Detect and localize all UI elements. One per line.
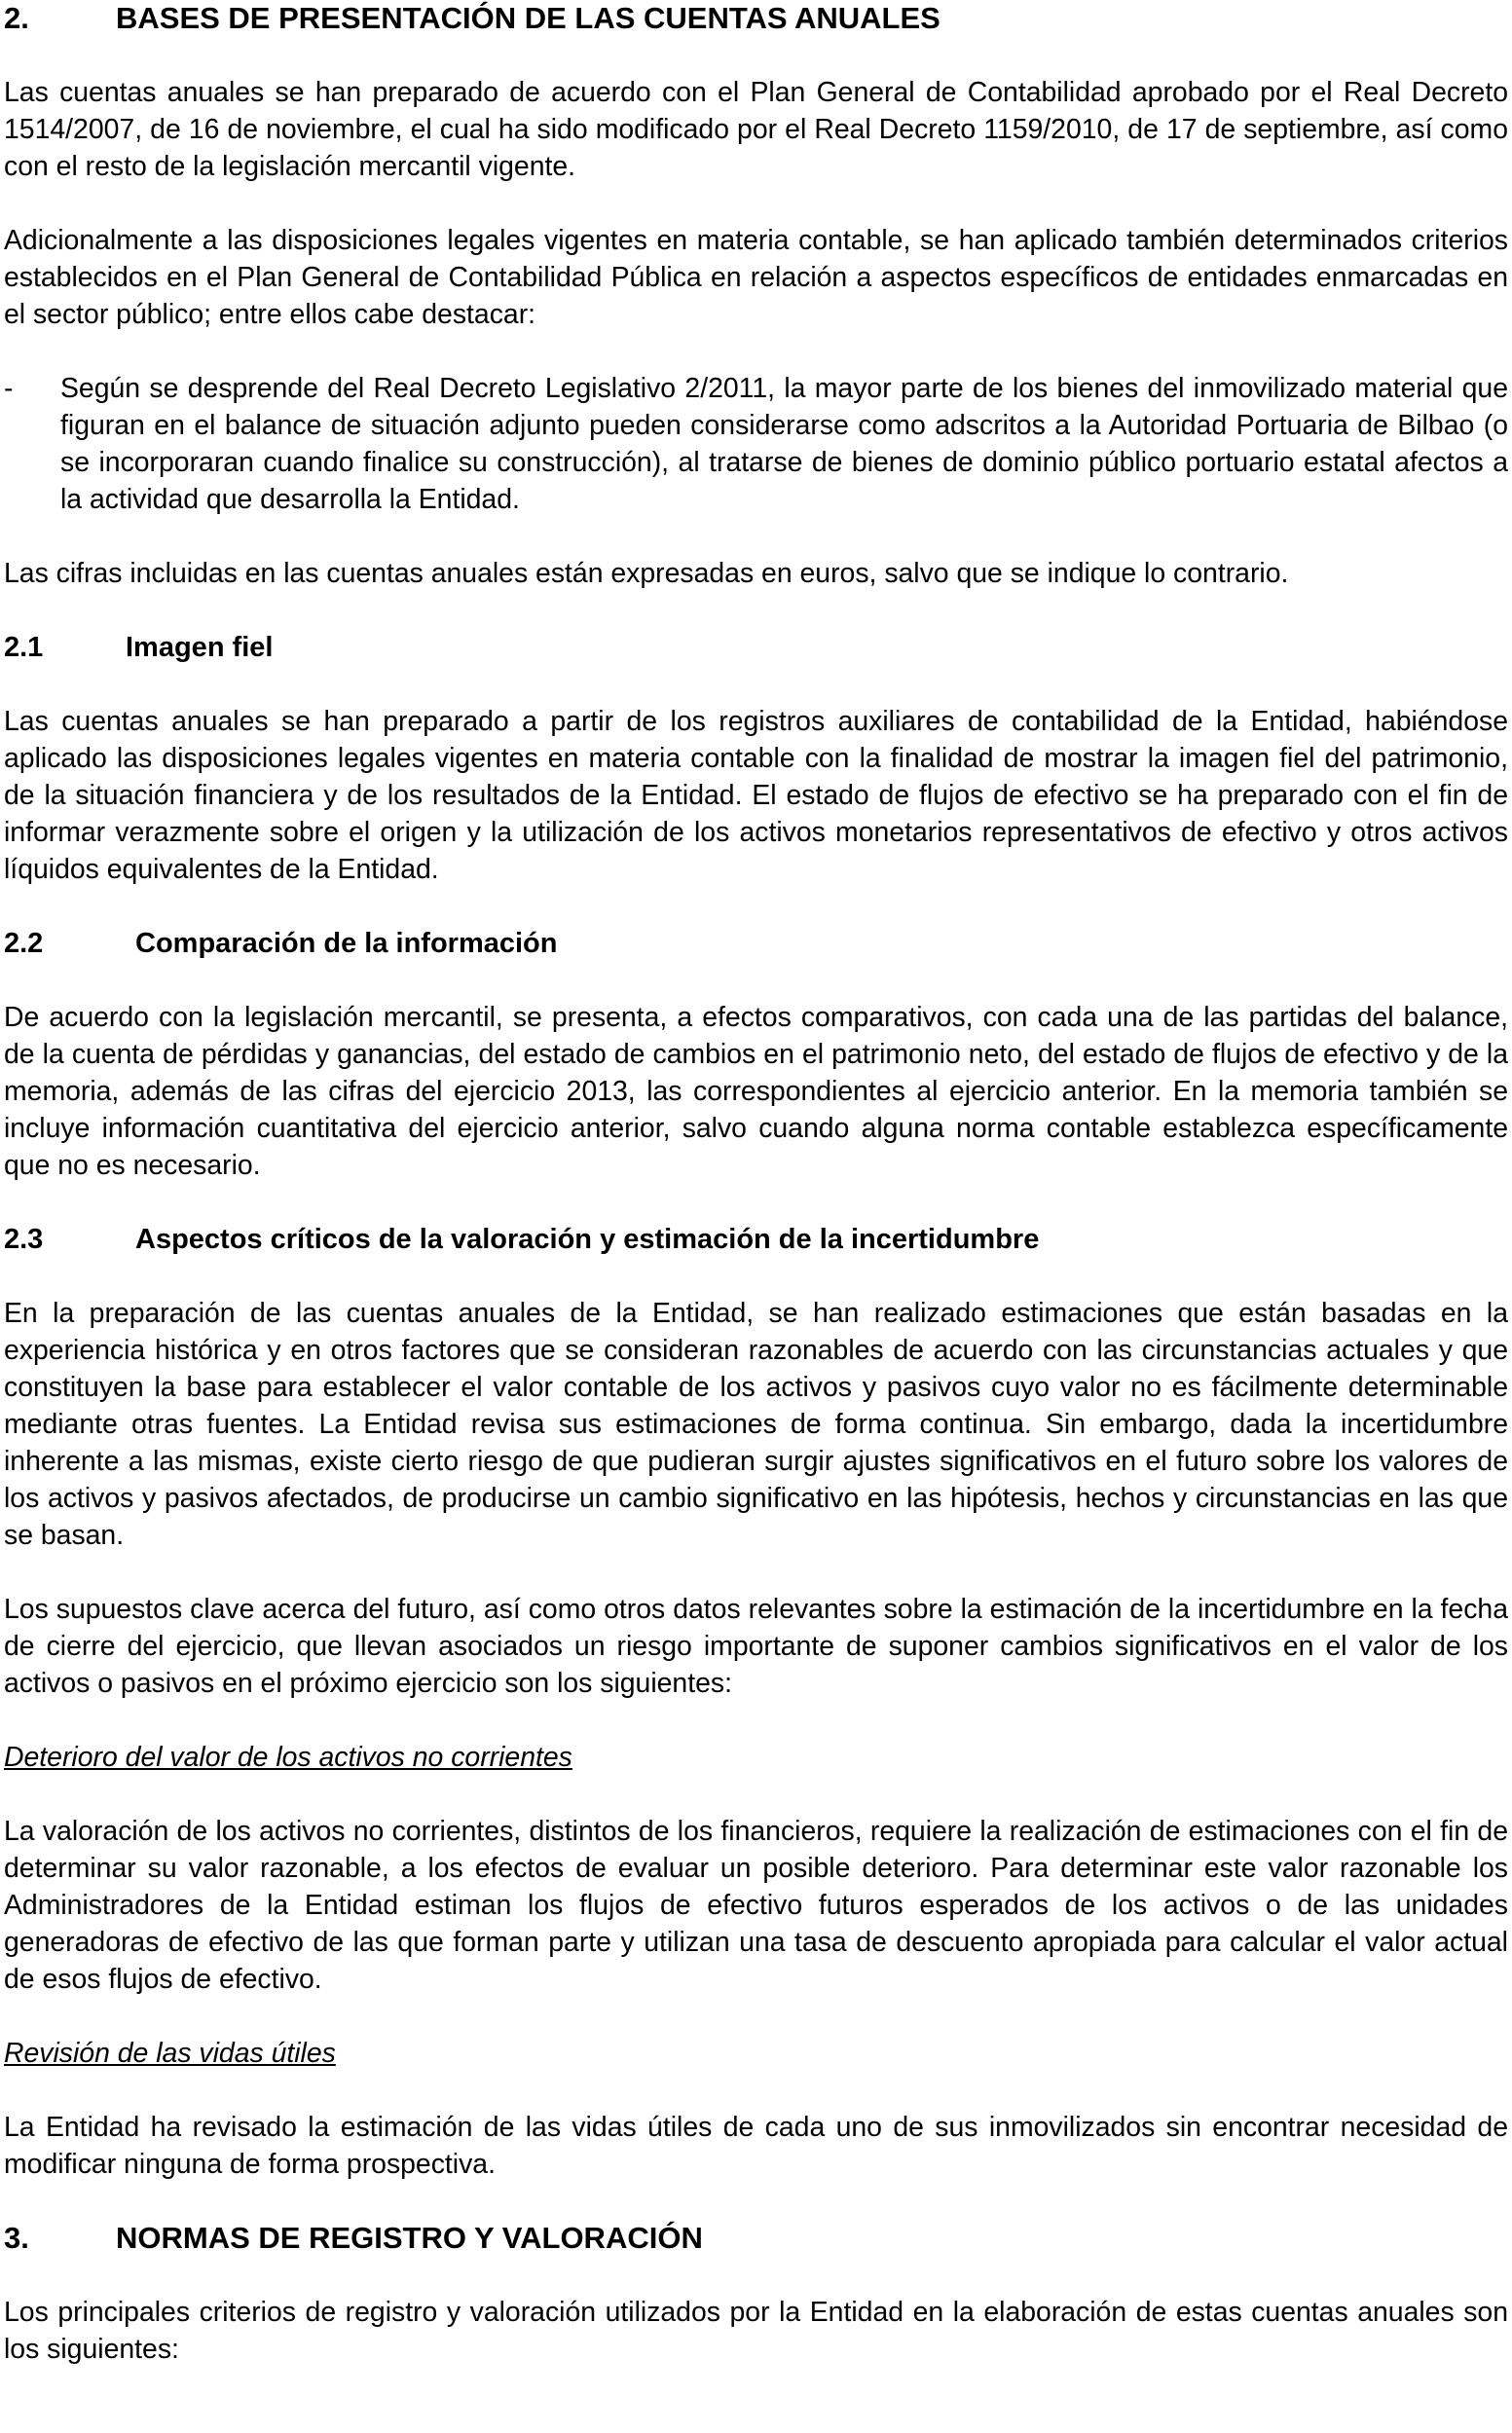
subheading: Deterioro del valor de los activos no corrientes	[4, 1742, 572, 1773]
section-title: BASES DE PRESENTACIÓN DE LAS CUENTAS ANUALES	[116, 1, 940, 35]
section-2-heading	[4, 0, 1508, 37]
bullet-item	[4, 370, 1508, 518]
paragraph: En la preparación de las cuentas anuales de la Entidad, se han realizado estimaciones que están basadas en la experiencia histórica y en otros factores que se consideran razonables de acuerdo con las circunstancias actuales y que constituyen la base para establecer el valor contable de los activos y pasivos cuyo valor no es fácilmente determinable mediante otras fuentes. La Entidad revisa sus estimaciones de forma continua. Sin embargo, dada la incertidumbre inherente a las mismas, existe cierto riesgo de que pudieran surgir ajustes significativos en el futuro sobre los valores de los activos y pasivos afectados, de producirse un cambio significativo en las hipótesis, hechos y circunstancias en las que se basan.	[4, 1298, 1508, 1551]
paragraph: La Entidad ha revisado la estimación de las vidas útiles de cada uno de sus inmovilizados sin encontrar necesidad de modificar ninguna de forma prospectiva.	[4, 2112, 1508, 2180]
paragraph: De acuerdo con la legislación mercantil, se presenta, a efectos comparativos, con cada una de las partidas del balance, de la cuenta de pérdidas y ganancias, del estado de cambios en el patrimonio neto, del estado de flujos de efectivo y de la memoria, además de las cifras del ejercicio 2013, las correspondientes al ejercicio anterior. En la memoria también se incluye información cuantitativa del ejercicio anterior, salvo cuando alguna norma contable establezca específicamente que no es necesario.	[4, 1002, 1508, 1181]
section-title: Aspectos críticos de la valoración y estimación de la incertidumbre	[135, 1224, 1040, 1255]
paragraph: La valoración de los activos no corrientes, distintos de los financieros, requiere la realización de estimaciones con el fin de determinar su valor razonable, a los efectos de evaluar un posible deterioro. Para determinar este valor razonable los Administradores de la Entidad estiman los flujos de efectivo futuros esperados de los activos o de las unidades generadoras de efectivo de las que forman parte y utilizan una tasa de descuento apropiada para calcular el valor actual de esos flujos de efectivo.	[4, 1816, 1508, 1995]
paragraph: Los principales criterios de registro y valoración utilizados por la Entidad en la elaboración de estas cuentas anuales son los siguientes:	[4, 2297, 1508, 2365]
section-2-3-heading	[4, 1221, 1508, 1258]
section-number: 2.1	[4, 632, 44, 663]
paragraph: Las cuentas anuales se han preparado a partir de los registros auxiliares de contabilidad de la Entidad, habiéndose aplicado las disposiciones legales vigentes en materia contable con la finalidad de mostrar la imagen fiel del patrimonio, de la situación financiera y de los resultados de la Entidad. El estado de flujos de efectivo se ha preparado con el fin de informar verazmente sobre el origen y la utilización de los activos monetarios representativos de efectivo y otros activos líquidos equivalentes de la Entidad.	[4, 706, 1508, 885]
section-number: 2.3	[4, 1224, 44, 1255]
section-number: 2.2	[4, 928, 44, 959]
bullet-text: Según se desprende del Real Decreto Legislativo 2/2011, la mayor parte de los bienes del inmovilizado material que figuran en el balance de situación adjunto pueden considerarse como adscritos a la Autoridad Portuaria de Bilbao (o se incorporaran cuando finalice su construcción), al tratarse de bienes de dominio público portuario estatal afectos a la actividad que desarrolla la Entidad.	[60, 373, 1508, 515]
section-title: Imagen fiel	[126, 632, 274, 663]
section-number: 2.	[4, 1, 29, 35]
paragraph: Las cuentas anuales se han preparado de acuerdo con el Plan General de Contabilidad aprobado por el Real Decreto 1514/2007, de 16 de noviembre, el cual ha sido modificado por el Real Decreto 1159/2010, de 17 de septiembre, así como con el resto de la legislación mercantil vigente.	[4, 77, 1508, 182]
subheading: Revisión de las vidas útiles	[4, 2038, 336, 2069]
section-title: NORMAS DE REGISTRO Y VALORACIÓN	[116, 2221, 703, 2255]
section-title: Comparación de la información	[135, 928, 558, 959]
section-3-heading	[4, 2220, 1508, 2257]
bullet-dash: -	[4, 373, 14, 404]
section-number: 3.	[4, 2221, 29, 2255]
document-page	[4, 0, 1508, 2368]
paragraph: Los supuestos clave acerca del futuro, así como otros datos relevantes sobre la estimación de la incertidumbre en la fecha de cierre del ejercicio, que llevan asociados un riesgo importante de suponer cambios significativos en el valor de los activos o pasivos en el próximo ejercicio son los siguientes:	[4, 1594, 1508, 1699]
section-2-2-heading	[4, 925, 1508, 962]
section-2-1-heading	[4, 629, 1508, 666]
paragraph: Adicionalmente a las disposiciones legales vigentes en materia contable, se han aplicado también determinados criterios establecidos en el Plan General de Contabilidad Pública en relación a aspectos específicos de entidades enmarcadas en el sector público; entre ellos cabe destacar:	[4, 225, 1508, 330]
paragraph: Las cifras incluidas en las cuentas anuales están expresadas en euros, salvo que se indique lo contrario.	[4, 558, 1289, 589]
